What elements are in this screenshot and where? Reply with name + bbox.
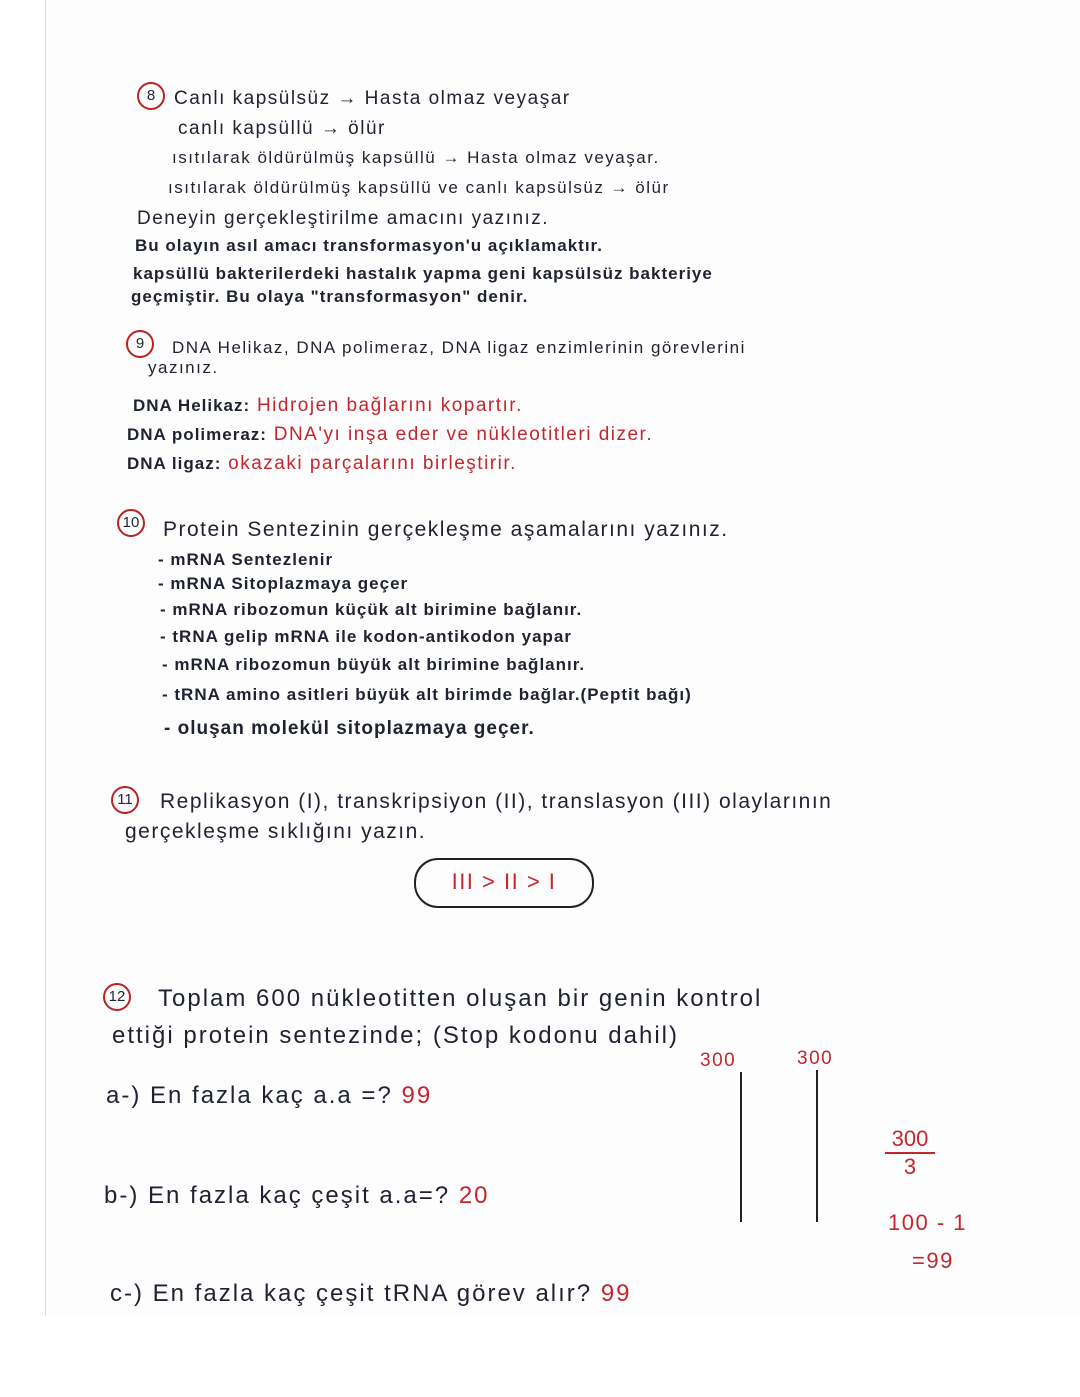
q11-answer-cloud: III > II > I xyxy=(414,858,594,908)
q10-step: - tRNA amino asitleri büyük alt birimde bağlar.(Peptit bağı) xyxy=(162,685,692,704)
q9-answer-row xyxy=(127,424,653,446)
q9-question: DNA Helikaz, DNA polimeraz, DNA ligaz enzimlerinin görevlerini xyxy=(172,338,746,357)
q11-question: gerçekleşme sıklığını yazın. xyxy=(125,820,427,843)
denominator: 3 xyxy=(903,1154,917,1179)
dna-strand-line xyxy=(816,1070,818,1222)
definition: okazaki parçalarını birleştirir. xyxy=(228,453,517,474)
q12-part-c xyxy=(110,1280,632,1308)
q11-question: Replikasyon (I), transkripsiyon (II), translasyon (III) olaylarının xyxy=(160,790,833,813)
part-question: a-) En fazla kaç a.a =? xyxy=(106,1082,393,1109)
q8-line: canlı kapsüllü → ölür xyxy=(178,118,386,139)
term: DNA ligaz: xyxy=(127,454,222,473)
numerator: 300 xyxy=(885,1126,935,1154)
strand-label: 300 xyxy=(797,1048,834,1069)
part-answer: 99 xyxy=(600,1280,632,1307)
definition: Hidrojen bağlarını kopartır. xyxy=(256,395,523,416)
q10-step: - mRNA Sentezlenir xyxy=(158,550,334,569)
q8-line: Canlı kapsülsüz → Hasta olmaz veyaşar xyxy=(174,88,571,109)
term: DNA Helikaz: xyxy=(133,396,251,415)
q10-step: - mRNA ribozomun küçük alt birimine bağlanır. xyxy=(160,600,583,619)
calc-step: 100 - 1 xyxy=(888,1210,967,1235)
term: DNA polimeraz: xyxy=(127,425,267,444)
q10-step: - tRNA gelip mRNA ile kodon-antikodon yapar xyxy=(160,627,572,646)
question-number-8: 8 xyxy=(137,82,165,110)
q10-step: - oluşan molekül sitoplazmaya geçer. xyxy=(164,718,535,739)
question-number-11: 11 xyxy=(111,786,139,814)
q8-question: Deneyin gerçekleştirilme amacını yazınız. xyxy=(137,208,550,229)
calc-result: =99 xyxy=(912,1248,954,1273)
q9-answer-row xyxy=(127,453,517,475)
part-answer: 20 xyxy=(458,1182,490,1209)
q12-question: Toplam 600 nükleotitten oluşan bir genin kontrol xyxy=(158,985,763,1012)
q8-answer: Bu olayın asıl amacı transformasyon'u açıklamaktır. xyxy=(135,236,603,255)
part-question: b-) En fazla kaç çeşit a.a=? xyxy=(104,1182,451,1209)
definition: DNA'yı inşa eder ve nükleotitleri dizer. xyxy=(273,424,654,445)
q12-part-b xyxy=(104,1182,490,1210)
q8-line: ısıtılarak öldürülmüş kapsüllü ve canlı kapsülsüz → ölür xyxy=(168,178,670,197)
question-number-9: 9 xyxy=(126,330,154,358)
part-question: c-) En fazla kaç çeşit tRNA görev alır? xyxy=(110,1280,593,1307)
q9-question: yazınız. xyxy=(148,358,219,377)
question-number-12: 12 xyxy=(103,983,131,1011)
q8-answer: kapsüllü bakterilerdeki hastalık yapma geni kapsülsüz bakteriye xyxy=(133,264,713,283)
part-answer: 99 xyxy=(401,1082,433,1109)
q10-step: - mRNA ribozomun büyük alt birimine bağlanır. xyxy=(162,655,586,674)
question-number-10: 10 xyxy=(117,509,145,537)
q12-question: ettiği protein sentezinde; (Stop kodonu dahil) xyxy=(112,1022,679,1049)
dna-strand-line xyxy=(740,1072,742,1222)
q10-step: - mRNA Sitoplazmaya geçer xyxy=(158,574,409,593)
q8-answer: geçmiştir. Bu olaya "transformasyon" denir. xyxy=(131,287,529,306)
strand-label: 300 xyxy=(700,1050,737,1071)
q12-part-a xyxy=(106,1082,432,1110)
q8-line: ısıtılarak öldürülmüş kapsüllü → Hasta olmaz veyaşar. xyxy=(172,148,660,167)
q10-question: Protein Sentezinin gerçekleşme aşamalarını yazınız. xyxy=(163,518,729,541)
q9-answer-row xyxy=(133,395,523,417)
calc-fraction xyxy=(885,1126,935,1180)
